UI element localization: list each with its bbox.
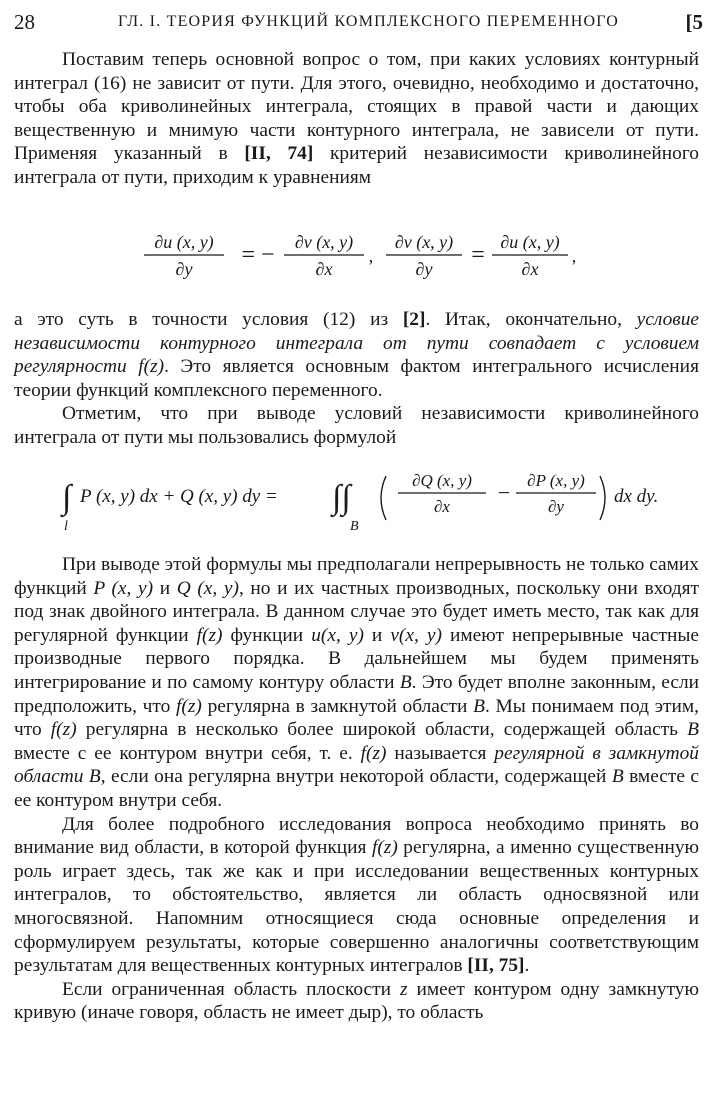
p4-m2: Q (x, y) <box>176 577 239 599</box>
p4-m3: f(z) <box>196 624 223 646</box>
eq2-double-integral: ∫∫ <box>332 479 351 516</box>
p6-m1: z <box>399 978 408 1000</box>
eq1-end: , <box>571 246 577 266</box>
section-number: [5 <box>685 10 703 34</box>
p4-m8: B <box>473 695 485 717</box>
p4-s6: имеют непрерывные частные производные первого порядка. В дальнейшем мы будем применять интегрирование и по самому контуру области <box>14 624 699 693</box>
p4-m1: P (x, y) <box>93 577 154 599</box>
eq1-den1: ∂y <box>175 259 193 279</box>
paragraph-4 <box>14 553 699 1025</box>
p4-m13: B <box>611 766 624 788</box>
p2-italic-statement: условие независимости контурного интеграла от пути совпадает с условием регулярности f(z) <box>14 309 699 378</box>
eq1-num2: ∂v (x, y) <box>294 232 354 252</box>
eq2-den2: ∂y <box>548 497 564 516</box>
equation-cauchy-riemann <box>14 228 703 288</box>
paragraph-3: Отметим, что при выводе условий независимости криволинейного интеграла от пути мы пользовались формулой <box>14 403 699 448</box>
eq1-num3: ∂v (x, y) <box>394 232 454 252</box>
eq1-den3: ∂y <box>415 259 433 279</box>
eq1-num1: ∂u (x, y) <box>154 232 214 252</box>
p5-s3: . <box>524 955 530 977</box>
p4-s2: и <box>153 577 177 599</box>
p4-s8: регулярна в замкнутой области <box>201 695 474 717</box>
eq2-num1: ∂Q (x, y) <box>412 471 472 490</box>
p5-m1: f(z) <box>371 837 398 859</box>
p4-m7: f(z) <box>176 695 202 717</box>
p4-s7: . Это будет вполне законным, если предположить, что <box>14 671 699 717</box>
p5-s1: Для более подробного исследования вопроса необходимо принять во внимание вид области, в которой функция <box>14 813 699 859</box>
p4-s4: функции <box>222 624 312 646</box>
paragraph-2 <box>14 308 699 450</box>
p1-ref: [II, 74] <box>244 143 314 165</box>
running-title: ГЛ. I. ТЕОРИЯ ФУНКЦИЙ КОМПЛЕКСНОГО ПЕРЕМЕННОГО <box>117 13 620 30</box>
eq1-den4: ∂x <box>521 259 539 279</box>
eq2-den1: ∂x <box>434 497 450 516</box>
paragraph-1 <box>14 48 699 190</box>
eq2-sub-b: B <box>350 519 359 534</box>
p6-s1: Если ограниченная область плоскости <box>62 978 400 1000</box>
eq2-lhs: P (x, y) dx + Q (x, y) dy = <box>80 486 278 507</box>
p4-m9: f(z) <box>50 719 77 741</box>
page-header <box>14 10 703 40</box>
eq2-integral: ∫ <box>62 479 72 516</box>
p4-s14: вместе с ее контуром внутри себя. <box>14 766 700 811</box>
p4-s11: вместе с ее контуром внутри себя, т. е. <box>14 742 361 764</box>
p4-s12: называется <box>386 742 495 764</box>
p2-text1: а это суть в точности условия (12) из <box>14 309 403 330</box>
p2-text2: . Итак, окончательно, <box>425 309 637 330</box>
eq1-op2: = <box>471 242 485 268</box>
p4-s3: , но и их частных производных, поскольку они входят под знак двойного интеграла. В данном случае это будет иметь место, так как для регулярной функции <box>14 577 700 646</box>
eq1-sep: , <box>368 246 374 266</box>
eq2-sub-l: l <box>64 519 68 534</box>
p4-s13: , если она регулярна внутри некоторой области, содержащей <box>100 766 612 788</box>
eq2-num2: ∂P (x, y) <box>527 471 585 490</box>
p4-m12: регулярной в замкнутой области B <box>14 742 699 788</box>
p4-s10: регулярна в несколько более широкой области, содержащей область <box>76 719 688 741</box>
p4-m10: B <box>687 719 699 741</box>
p4-m6: B <box>399 671 412 693</box>
eq1-den2: ∂x <box>315 259 333 279</box>
eq2-minus: − <box>497 480 511 505</box>
p1-text: Поставим теперь основной вопрос о том, при каких условиях контурный интеграл (16) не зависит от пути. Для этого, очевидно, необходимо и достаточно, чтобы оба криволинейных интеграла, стоящих в правой части и дающих вещественную и мнимую части контурного интеграла, не зависели от пути. Применяя указанный в <box>14 49 699 165</box>
eq1-op1: = − <box>241 242 275 268</box>
p2-text3: . Это является основным фактом интегрального исчисления теории функций комплексного переменного. <box>14 356 699 401</box>
eq1-num4: ∂u (x, y) <box>500 232 560 252</box>
eq2-tail: dx dy. <box>614 486 659 507</box>
p1-text2: критерий независимости криволинейного интеграла от пути, приходим к уравнениям <box>14 143 699 188</box>
p4-s1: При выводе этой формулы мы предполагали непрерывность не только самих функций <box>14 554 699 599</box>
paragraph-6 <box>14 978 699 1025</box>
paragraph-5 <box>14 813 699 978</box>
p4-s5: и <box>363 624 391 646</box>
equation-green-formula <box>14 462 703 534</box>
p4-m5: v(x, y) <box>390 624 442 646</box>
p4-s9: . Мы понимаем под этим, что <box>14 695 699 741</box>
page-number: 28 <box>14 10 35 34</box>
p5-s2: регулярна, а именно существенную роль играет здесь, так же как и при исследовании вещественных контурных интегралов, то обстоятельство, является ли область односвязной или многосвязной. Напомним относящиеся сюда основные определения и сформулируем результаты, которые совершенно аналогичны соответствующим результатам для вещественных контурных интегралов <box>14 837 700 977</box>
p5-ref: [II, 75] <box>467 955 525 977</box>
p6-s2: имеет контуром одну замкнутую кривую (иначе говоря, область не имеет дыр), то область <box>14 978 699 1024</box>
p4-m4: u(x, y) <box>311 624 364 646</box>
p4-m11: f(z) <box>360 742 387 764</box>
p2-ref: [2] <box>402 309 426 330</box>
